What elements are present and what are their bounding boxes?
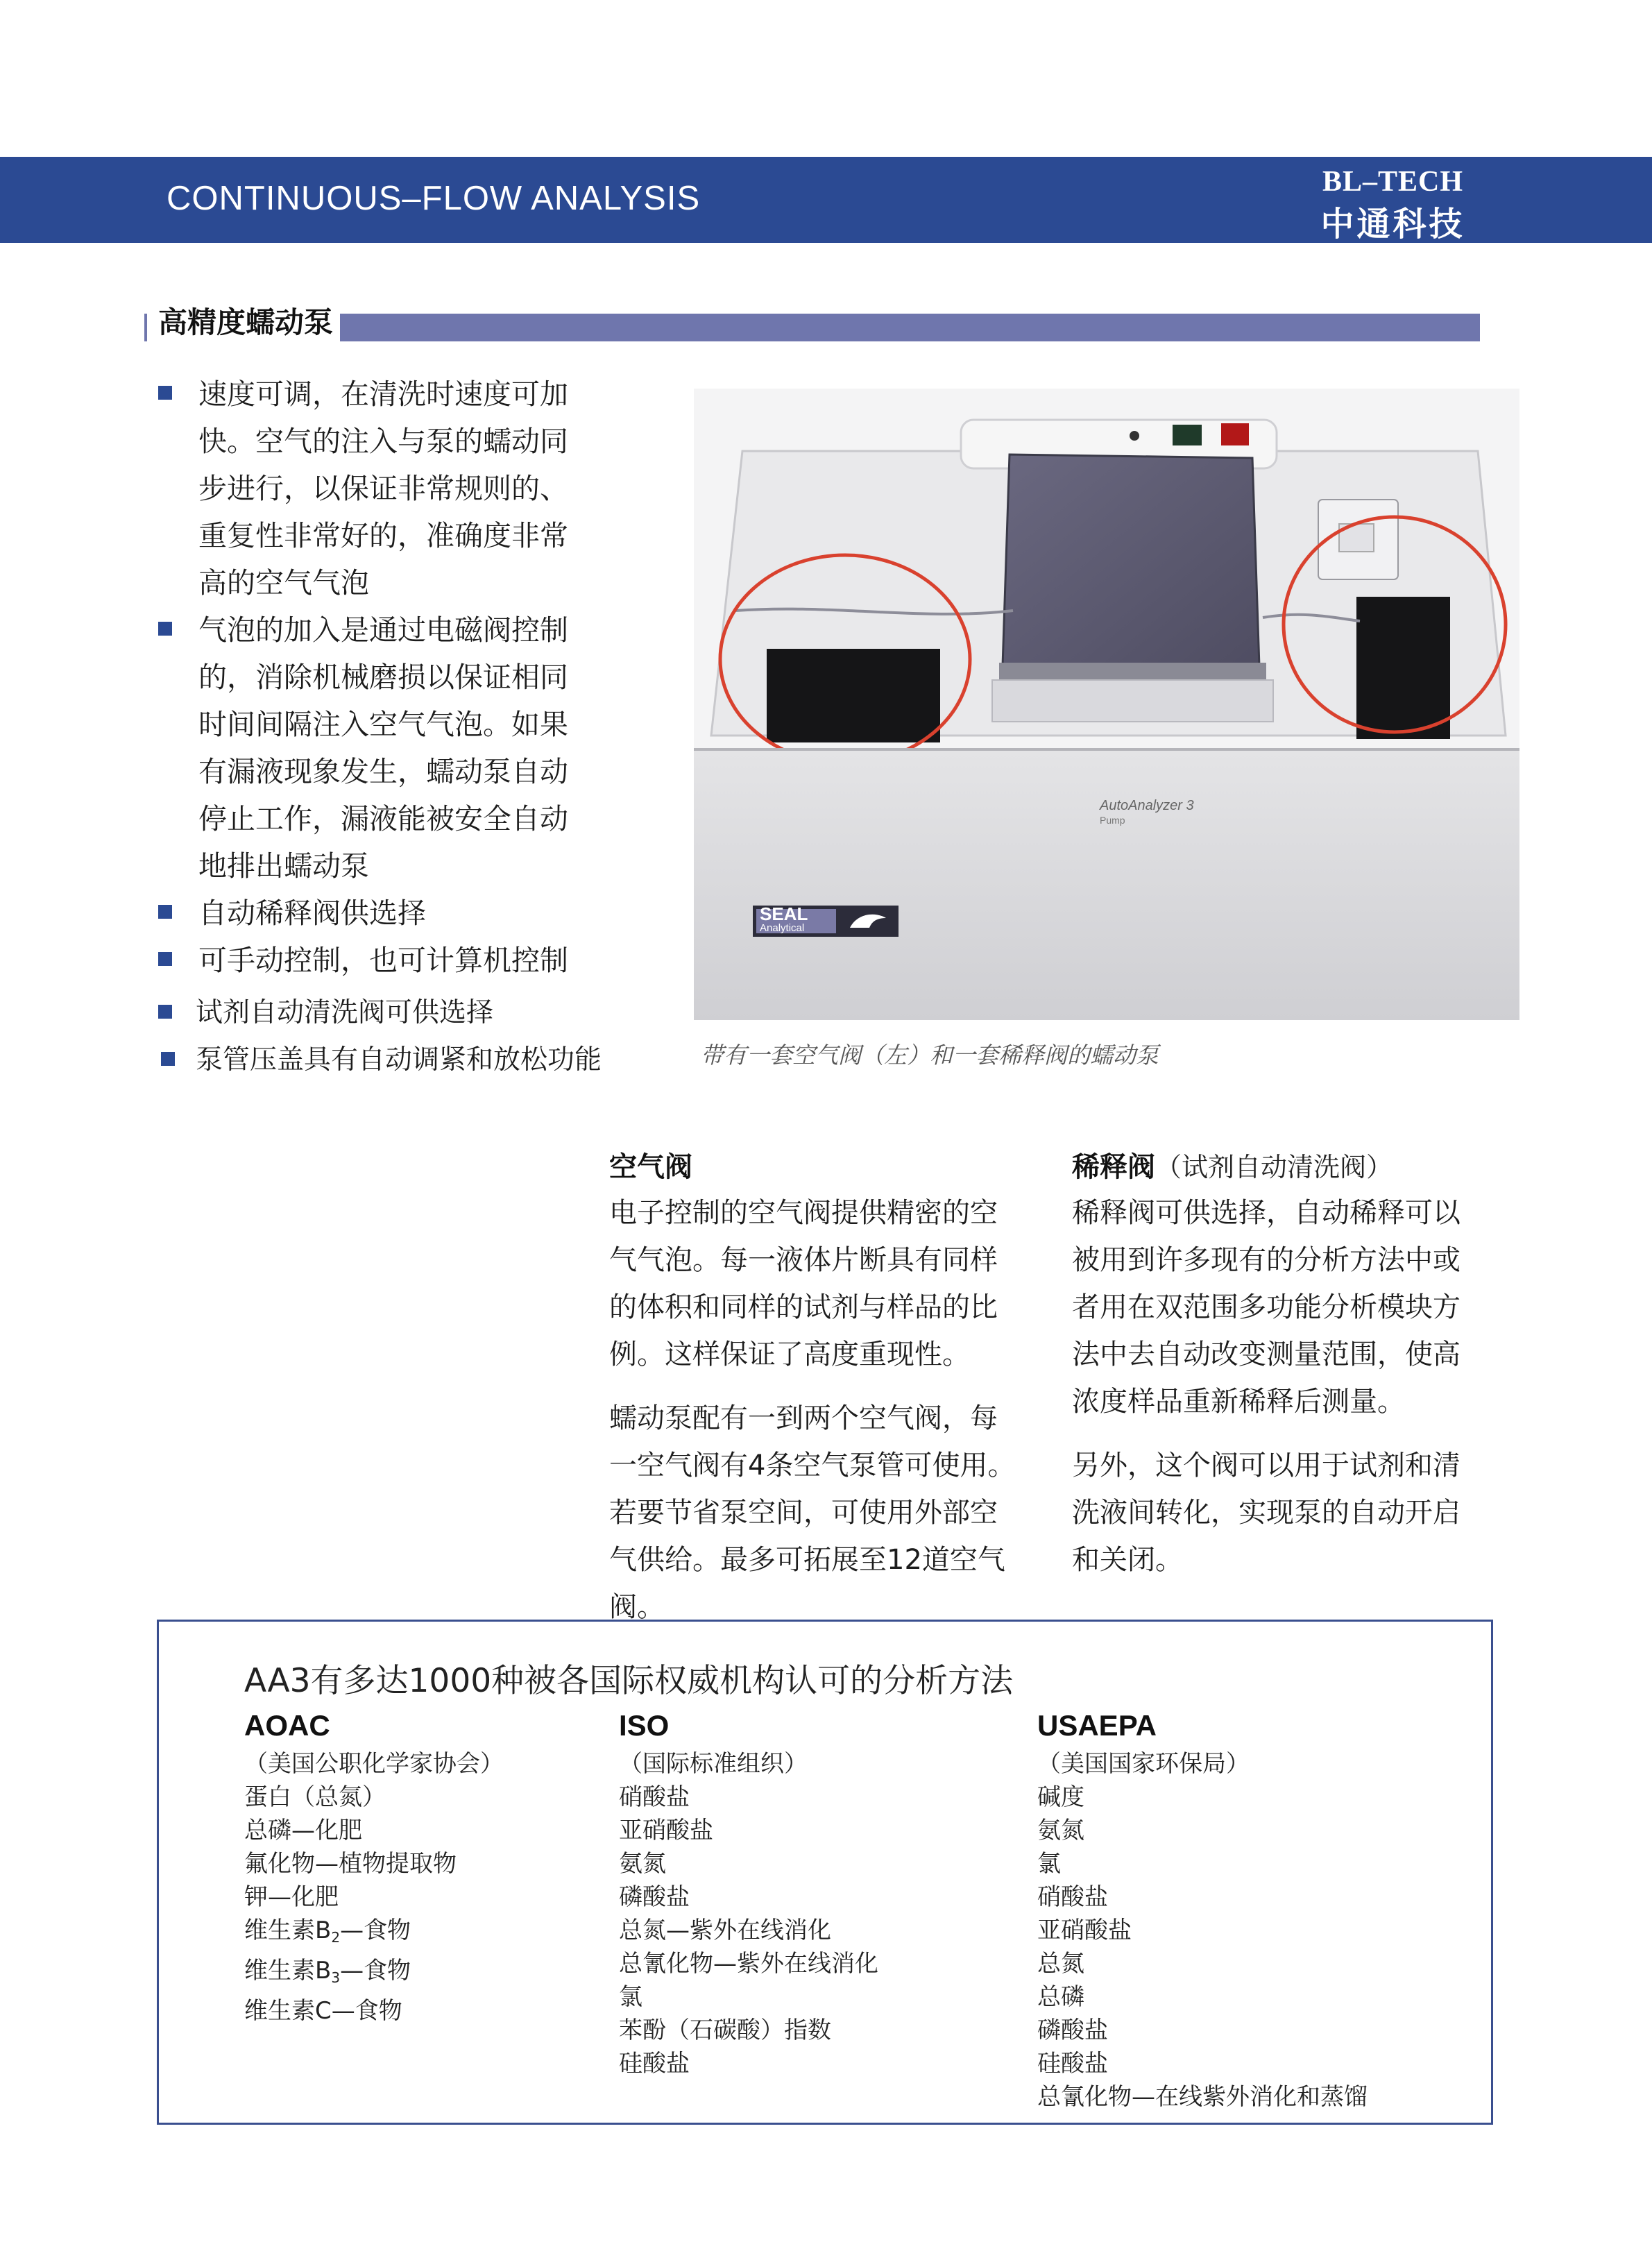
- list-item: 总氮—紫外在线消化: [619, 1917, 831, 1944]
- bullet-square-icon: [158, 952, 172, 966]
- list-item: 硝酸盐: [619, 1783, 690, 1811]
- aoac-method-list: [244, 1747, 504, 2028]
- device-model-label: AutoAnalyzer 3: [1100, 798, 1194, 813]
- pump-illustration: [694, 389, 1519, 1020]
- iso-method-list: [619, 1747, 878, 2080]
- aoac-name: AOAC: [244, 1709, 330, 1742]
- iso-name: ISO: [619, 1709, 670, 1742]
- bullet-tube-clamp: 泵管压盖具有自动调紧和放松功能: [158, 1037, 630, 1084]
- list-item: 硅酸盐: [619, 2050, 690, 2078]
- list-item: 维生素$B_2—$食物: [244, 1917, 411, 1946]
- methods-title: AA3有多达1000种被各国际权威机构认可的分析方法: [244, 1662, 1014, 1700]
- bullet-square-icon: [158, 386, 172, 400]
- air-valve-heading: 空气阀: [609, 1151, 692, 1183]
- dilution-valve-heading-row: [1072, 1145, 1393, 1184]
- photo-caption: 带有一套空气阀（左）和一套稀释阀的蠕动泵: [701, 1042, 1159, 1069]
- bullet-square-icon: [158, 905, 172, 919]
- pump-photo: [694, 389, 1519, 1020]
- bullet-reagent-wash-valve: 试剂自动清洗阀可供选择: [158, 990, 630, 1037]
- air-valve-paragraph-2: 蠕动泵配有一到两个空气阀，每 一空气阀有4条空气泵管可使用。 若要节省泵空间，可使用外部空 气供给。最多可拓展至12道空气阀。: [609, 1402, 1016, 1623]
- brand-name-en: BL–TECH: [1322, 166, 1464, 198]
- list-item: 蛋白（总氮）: [244, 1783, 386, 1811]
- bullet-air-bubble-solenoid: 气泡的加入是通过电磁阀控制 的，消除机械磨损以保证相同 时间间隔注入空气气泡。如果 有漏液现象发生，蠕动泵自动 停止工作，漏液能被安全自动 地排出蠕动泵: [158, 606, 630, 890]
- bullet-square-icon: [158, 1005, 172, 1019]
- list-item: 钾—化肥: [244, 1883, 339, 1911]
- dilution-valve-paragraph-2: 另外，这个阀可以用于试剂和清 洗液间转化，实现泵的自动开启 和关闭。: [1072, 1450, 1461, 1576]
- air-valve-paragraph-1: 电子控制的空气阀提供精密的空 气气泡。每一液体片断具有同样 的体积和同样的试剂与样品的比 例。这样保证了高度重现性。: [609, 1197, 998, 1370]
- list-item: 总磷: [1037, 1983, 1084, 2011]
- usaepa-method-list: [1037, 1747, 1368, 2114]
- bullet-auto-dilution: 自动稀释阀供选择: [158, 890, 630, 937]
- list-item: 碱度: [1037, 1783, 1084, 1811]
- bullet-square-icon: [158, 622, 172, 636]
- aoac-full-name: （美国公职化学家协会）: [244, 1750, 504, 1778]
- bullet-speed-adjustable: 速度可调，在清洗时速度可加 快。空气的注入与泵的蠕动同 步进行，以保证非常规则的、 重复性非常好的，准确度非常 高的空气气泡: [158, 371, 630, 606]
- list-item: 总氰化物—在线紫外消化和蒸馏: [1037, 2083, 1368, 2111]
- iso-full-name: （国际标准组织）: [619, 1750, 808, 1778]
- list-item: 硅酸盐: [1037, 2050, 1108, 2078]
- list-item: 亚硝酸盐: [1037, 1917, 1132, 1944]
- header-title: CONTINUOUS–FLOW ANALYSIS: [167, 180, 701, 217]
- list-item: 氯: [1037, 1850, 1061, 1878]
- usaepa-name: USAEPA: [1037, 1709, 1157, 1742]
- seal-logo-icon: [843, 908, 893, 933]
- list-item: 维生素$B_3—$食物: [244, 1957, 411, 1986]
- list-item: 总磷—化肥: [244, 1817, 362, 1844]
- device-model-sublabel: Pump: [1100, 815, 1125, 826]
- section-title: 高精度蠕动泵: [147, 304, 340, 341]
- brand-name-cn: 中通科技: [1320, 205, 1465, 244]
- list-item: 苯酚（石碳酸）指数: [619, 2016, 831, 2044]
- section-title-bar: [144, 314, 1480, 341]
- list-item: 氟化物—植物提取物: [244, 1850, 457, 1878]
- list-item: 亚硝酸盐: [619, 1817, 713, 1844]
- list-item: 总氰化物—紫外在线消化: [619, 1950, 878, 1978]
- bullet-manual-or-computer: 可手动控制，也可计算机控制: [158, 937, 630, 984]
- list-item: 氯: [619, 1983, 642, 2011]
- seal-logo-subtext: Analytical: [760, 922, 805, 934]
- list-item: 氨氮: [1037, 1817, 1084, 1844]
- dilution-valve-subheading: （试剂自动清洗阀）: [1155, 1152, 1393, 1182]
- list-item: 维生素C—食物: [244, 1997, 402, 2025]
- dilution-valve-paragraph-1: 稀释阀可供选择，自动稀释可以 被用到许多现有的分析方法中或 者用在双范围多功能分析模块方 法中去自动改变测量范围，使高 浓度样品重新稀释后测量。: [1072, 1197, 1461, 1418]
- list-item: 磷酸盐: [1037, 2016, 1108, 2044]
- list-item: 硝酸盐: [1037, 1883, 1108, 1911]
- list-item: 磷酸盐: [619, 1883, 690, 1911]
- seal-logo-text: SEAL: [760, 903, 808, 924]
- list-item: 氨氮: [619, 1850, 666, 1878]
- usaepa-full-name: （美国国家环保局）: [1037, 1750, 1250, 1778]
- list-item: 总氮: [1037, 1950, 1084, 1978]
- dilution-valve-heading: 稀释阀: [1072, 1151, 1155, 1183]
- bullet-square-icon: [161, 1052, 175, 1066]
